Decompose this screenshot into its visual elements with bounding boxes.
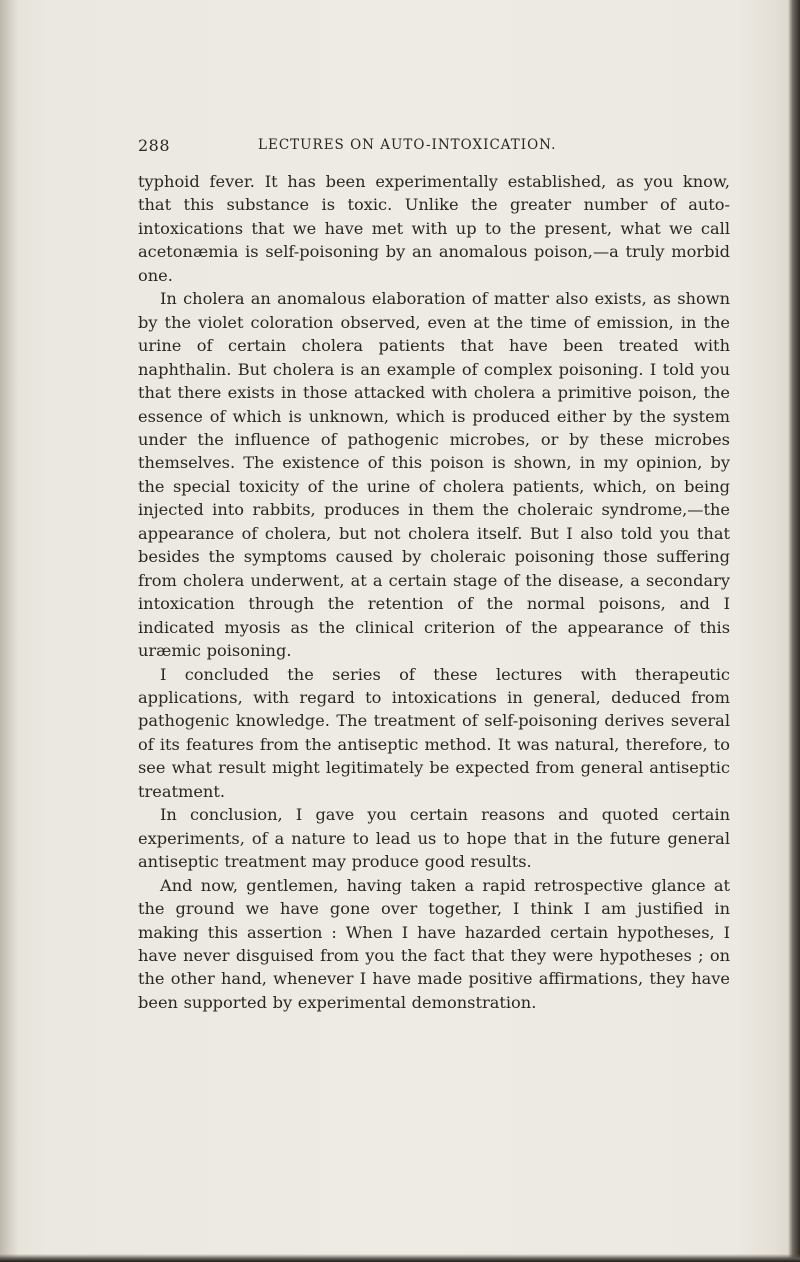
running-head	[138, 136, 730, 162]
body-text	[138, 170, 730, 1014]
paragraph: And now, gentlemen, having taken a rapid retrospective glance at the ground we have gone over together, I think I am justified in making this assertion : When I have hazarded certain hypotheses, I have never disguised from you the fact that they were hypotheses ; on the other hand, whenever I have made positive affirmations, they have been supported by experimental demonstration.	[138, 875, 730, 1012]
page-edge-right	[788, 0, 800, 1262]
page-content	[138, 136, 730, 1014]
binding-shadow	[0, 0, 18, 1262]
page-number: 288	[138, 136, 171, 155]
page-edge-bottom	[0, 1254, 800, 1262]
running-title: LECTURES ON AUTO-INTOXICATION.	[258, 137, 557, 153]
paragraph: I concluded the series of these lectures with therapeutic applications, with regard to intoxications in general, deduced from pathogenic knowledge. The treatment of self-poisoning derives several of its features from the antiseptic method. It was natural, therefore, to see what result might legitimately be expected from general antiseptic treatment.	[138, 664, 730, 801]
paragraph: typhoid fever. It has been experimentally established, as you know, that this substance is toxic. Unlike the greater number of auto-intoxications that we have met with up to the present, what we call acetonæmia is self-poisoning by an anomalous poison,—a truly morbid one.	[138, 172, 730, 285]
paragraph: In conclusion, I gave you certain reasons and quoted certain experiments, of a nature to lead us to hope that in the future general antiseptic treatment may produce good results.	[138, 805, 730, 872]
paragraph: In cholera an anomalous elaboration of matter also exists, as shown by the violet coloration observed, even at the time of emission, in the urine of certain cholera patients that have been treated with naphthalin. But cholera is an example of complex poisoning. I told you that there exists in those attacked with cholera a primitive poison, the essence of which is unknown, which is produced either by the system under the influence of pathogenic microbes, or by these microbes themselves. The existence of this poison is shown, in my opinion, by the special toxicity of the urine of cholera patients, which, on being injected into rabbits, produces in them the choleraic syndrome,—the appearance of cholera, but not cholera itself. But I also told you that besides the symptoms caused by choleraic poisoning those suffering from cholera underwent, at a certain stage of the disease, a secondary intoxication through the retention of the normal poisons, and I indicated myosis as the clinical criterion of the appearance of this uræmic poisoning.	[138, 289, 730, 661]
